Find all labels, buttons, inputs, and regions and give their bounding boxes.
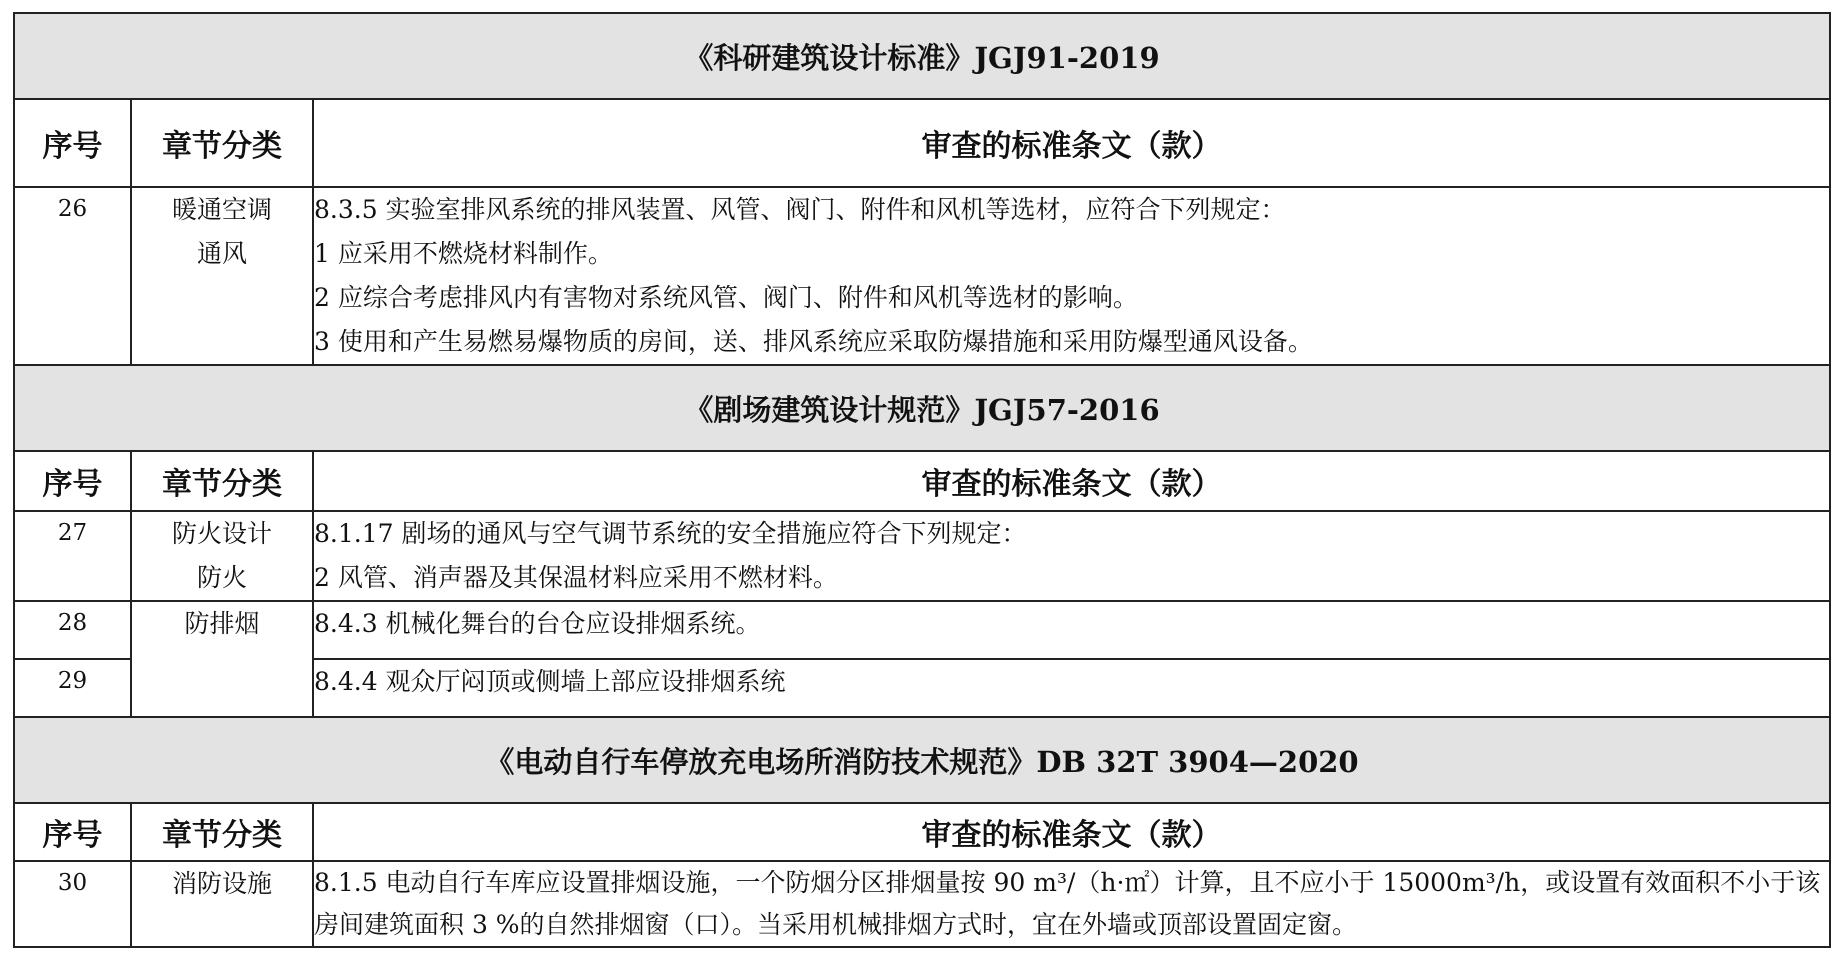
header-category: 章节分类 [131,803,313,861]
clause-text: 8.1.5 电动自行车库应设置排烟设施，一个防烟分区排烟量按 90 m³/（h·㎡）计算，且不应小于 15000m³/h，或设置有效面积不小于该房间建筑面积 3 %的自然排烟窗（口）。当采用机械排烟方式时，宜在外墙或顶部设置固定窗。 [314,868,1821,939]
category-cell [131,861,313,947]
clause-cell [313,861,1830,947]
row-number: 29 [14,659,131,717]
category-line: 通风 [196,239,247,268]
clause-line: 8.3.5 实验室排风系统的排风装置、风管、阀门、附件和风机等选材，应符合下列规定： [314,195,1286,224]
header-seq: 序号 [14,803,131,861]
category-cell [131,187,313,365]
category-line: 消防设施 [171,869,272,898]
section-title: 《电动自行车停放充电场所消防技术规范》DB 32T 3904—2020 [14,717,1830,803]
clause-line: 3 使用和产生易燃易爆物质的房间，送、排风系统应采取防爆措施和采用防爆型通风设备。 [314,327,1313,356]
table-row [14,601,1830,659]
clause-line: 1 应采用不燃烧材料制作。 [314,239,613,268]
clause-cell [313,659,1830,717]
category-line: 暖通空调 [171,195,272,224]
table-row [14,511,1830,601]
clause-line: 8.4.4 观众厅闷顶或侧墙上部应设排烟系统 [314,667,786,696]
category-line: 防火设计 [171,519,272,548]
category-cell [131,511,313,601]
section-title: 《剧场建筑设计规范》JGJ57-2016 [14,365,1830,451]
clause-cell [313,511,1830,601]
category-line: 防火 [196,563,247,592]
clause-line: 8.1.17 剧场的通风与空气调节系统的安全措施应符合下列规定： [314,519,1027,548]
table-row [14,187,1830,365]
header-seq: 序号 [14,99,131,187]
row-number: 30 [14,861,131,947]
clause-cell [313,601,1830,659]
header-clause: 审查的标准条文（款） [313,99,1830,187]
header-seq: 序号 [14,451,131,511]
clause-line: 8.4.3 机械化舞台的台仓应设排烟系统。 [314,609,761,638]
standards-table [13,12,1831,948]
row-number: 28 [14,601,131,659]
clause-line: 2 风管、消声器及其保温材料应采用不燃材料。 [314,563,838,592]
category-line: 防排烟 [184,609,260,638]
row-number: 27 [14,511,131,601]
clause-line: 2 应综合考虑排风内有害物对系统风管、阀门、附件和风机等选材的影响。 [314,283,1138,312]
section-title: 《科研建筑设计标准》JGJ91-2019 [14,13,1830,99]
header-clause: 审查的标准条文（款） [313,803,1830,861]
header-clause: 审查的标准条文（款） [313,451,1830,511]
header-category: 章节分类 [131,451,313,511]
category-cell [131,601,313,717]
table-row [14,861,1830,947]
clause-cell [313,187,1830,365]
header-category: 章节分类 [131,99,313,187]
row-number: 26 [14,187,131,365]
